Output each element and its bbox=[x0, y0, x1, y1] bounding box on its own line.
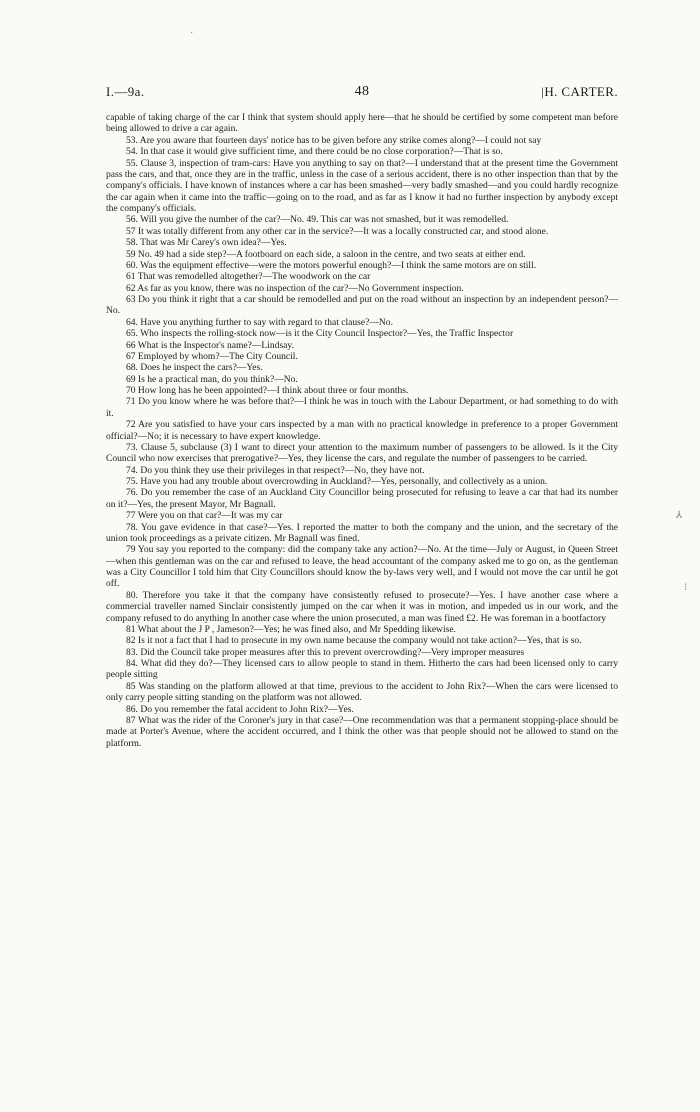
question-answer: 74. Do you think they use their privileges in that respect?—No, they have not. bbox=[126, 464, 425, 476]
question-answer: 80. Therefore you take it that the company have consistently refused to prosecute?—Yes. I have another case where a commercial traveller named Sinclair consistently jumped on the car when it was in motion, and impeded us in our work, and the company refused to do anything In another case where the union prosecuted, a man was fined £2. He was foreman in a bootfactory bbox=[106, 589, 618, 624]
question-answer: 56. Will you give the number of the car?—No. 49. This car was not smashed, but it was remodelled. bbox=[126, 214, 509, 226]
page-number: 48 bbox=[354, 84, 370, 99]
question-answer: 54. In that case it would give sufficient time, and there could be no close corporation?—That is so. bbox=[126, 146, 503, 158]
question-answer: 59 No. 49 had a side step?—A footboard on each side, a saloon in the centre, and two seats at either end. bbox=[126, 248, 526, 260]
question-answer: 81 What about the J P , Jameson?—Yes; he was fined also, and Mr Spedding likewise. bbox=[126, 623, 456, 635]
continued-paragraph: capable of taking charge of the car I think that system should apply here—that he should be certified by some competent man before being allowed to drive a car again. bbox=[106, 112, 618, 135]
question-answer: 75. Have you had any trouble about overcrowding in Auckland?—Yes, personally, and collectively as a union. bbox=[126, 476, 548, 487]
question-answer: 83. Did the Council take proper measures after this to prevent overcrowding?—Very improper measures bbox=[126, 646, 525, 658]
question-answer: 73. Clause 5, subclause (3) I want to direct your attention to the maximum number of passengers to be allowed. Is it the City Council who now exercises that prerogative?—Yes, they license the cars, and regulate the number of passengers to be carried. bbox=[106, 441, 618, 465]
page-header bbox=[106, 84, 618, 104]
question-answer: 64. Have you anything further to say with regard to that clause?—No. bbox=[126, 316, 393, 328]
question-answer: 58. That was Mr Carey's own idea?—Yes. bbox=[126, 237, 287, 249]
question-answer: 87 What was the rider of the Coroner's jury in that case?—One recommendation was that a permanent stopping-place should be made at Porter's Avenue, where the accident occurred, and I think the other was that people should not be allowed to stand on the platform. bbox=[106, 714, 618, 749]
question-answer: 67 Employed by whom?—The City Council. bbox=[126, 350, 298, 362]
evidence-text bbox=[106, 112, 618, 749]
margin-mark-lower: ⁝ bbox=[684, 582, 688, 593]
margin-mark: ⅄ bbox=[676, 510, 683, 521]
witness-name: |H. CARTER. bbox=[541, 84, 618, 99]
question-answer: 78. You gave evidence in that case?—Yes. I reported the matter to both the company and the union, and the secretary of the union took proceedings as a private citizen. Mr Bagnall was fined. bbox=[106, 521, 618, 544]
document-reference: I.—9a. bbox=[106, 84, 145, 99]
question-answer: 68. Does he inspect the cars?—Yes. bbox=[126, 362, 263, 374]
scan-speck: · bbox=[190, 28, 194, 39]
question-answer: 53. Are you aware that fourteen days' notice has to be given before any strike comes along?—I could not say bbox=[126, 134, 542, 146]
question-answer: 61 That was remodelled altogether?—The woodwork on the car bbox=[126, 271, 371, 283]
question-answer: 85 Was standing on the platform allowed at that time, previous to the accident to John Rix?—When the cars were licensed to only carry people sitting standing on the platform was not allowed. bbox=[106, 680, 618, 704]
question-answer: 76. Do you remember the case of an Auckland City Councillor being prosecuted for refusing to leave a car that had its number on it?—Yes, the present Mayor, Mr Bagnall. bbox=[106, 487, 618, 510]
question-answer: 86. Do you remember the fatal accident to John Rix?—Yes. bbox=[126, 703, 354, 715]
question-answer: 72 Are you satisfied to have your cars inspected by a man with no practical knowledge in preference to a proper Government official?—No; it is necessary to have expert knowledge. bbox=[106, 419, 618, 442]
question-answer: 57 It was totally different from any other car in the service?—It was a locally constructed car, and stood alone. bbox=[126, 225, 549, 237]
document-page bbox=[106, 84, 618, 749]
question-answer: 69 Is he a practical man, do you think?—No. bbox=[126, 373, 298, 385]
question-answer: 79 You say you reported to the company: did the company take any action?—No. At the time—July or August, in Queen Street—when this gentleman was on the car and refused to leave, the head accountant of the company asked me to go on, as the gentleman was a City Councillor I told him that City Councillors should know the by-laws very well, and I would not move the car until he got off. bbox=[106, 544, 618, 590]
question-answer: 84. What did they do?—They licensed cars to allow people to stand in them. Hitherto the cars had been licensed only to carry people sitting bbox=[106, 658, 618, 681]
question-answer: 70 How long has he been appointed?—I think about three or four months. bbox=[126, 385, 409, 396]
question-answer: 65. Who inspects the rolling-stock now—is it the City Council Inspector?—Yes, the Traffic Inspector bbox=[126, 328, 514, 340]
question-answer: 62 As far as you know, there was no inspection of the car?—No Government inspection. bbox=[126, 282, 464, 294]
question-answer: 66 What is the Inspector's name?—Lindsay. bbox=[126, 339, 294, 351]
question-answer: 63 Do you think it right that a car should be remodelled and put on the road without an inspection by an independent person?—No. bbox=[106, 294, 618, 317]
question-answer: 71 Do you know where he was before that?—I think he was in touch with the Labour Department, or had something to do with it. bbox=[106, 396, 618, 419]
question-answer: 77 Were you on that car?—It was my car bbox=[126, 510, 283, 522]
question-answer: 60. Was the equipment effective—were the motors powerful enough?—I think the same motors are on still. bbox=[126, 259, 537, 271]
question-answer: 55. Clause 3, inspection of tram-cars: Have you anything to say on that?—I understand that at the present time the Government pass the cars, and that, once they are in the traffic, unless in the case of a serious accident, there is no other inspection than that by the company's officials. I have known of instances where a car has been smashed—very badly smashed—and you could hardly recognize the car again when it came into the traffic—going on to the road, and as far as I know it had no further inspection by anybody except the company's officials. bbox=[106, 157, 618, 214]
question-answer: 82 Is it not a fact that I had to prosecute in my own name because the company would not take action?—Yes, that is so. bbox=[126, 635, 582, 647]
